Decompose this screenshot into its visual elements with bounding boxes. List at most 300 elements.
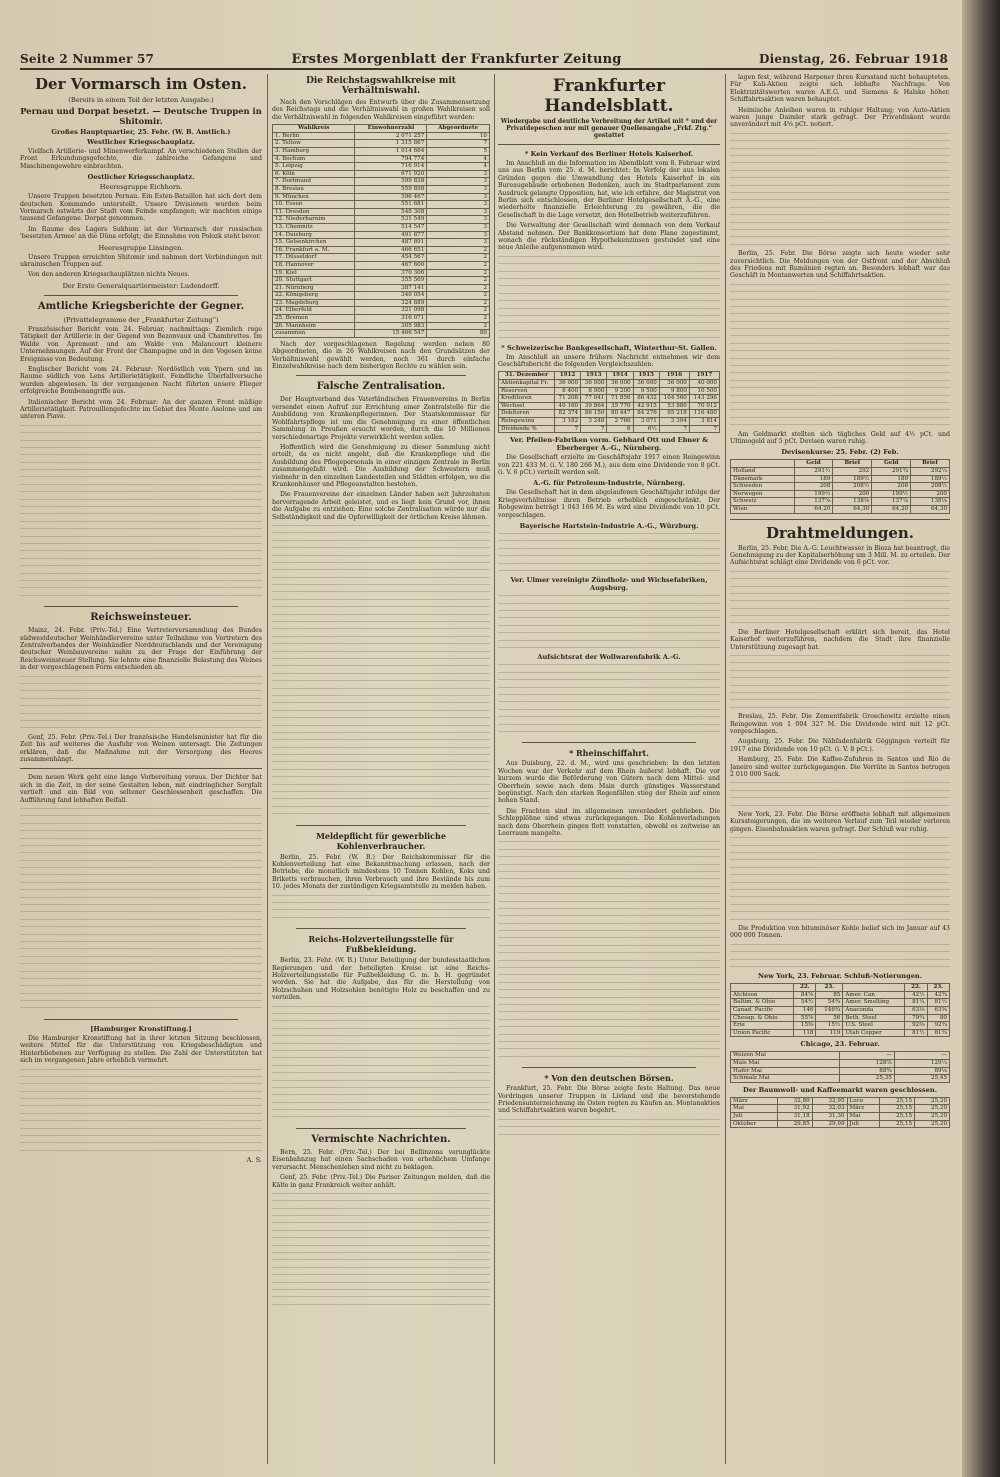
table-cell: 15½ bbox=[816, 1022, 843, 1030]
article-text: Berlin, 25. Febr. (W. B.) Der Reichskommissar für die Kohlenverteilung hat eine Bekanntmachung erlassen, nach der Betriebe, die monatlich mindestens 10 Tonnen Kohlen, Koks und Briketts verbrauchen, ihren Verbrauch und ihre Bestände bis zum 10. jedes Monats der zuständigen Kriegsamtstelle zu melden haben. bbox=[272, 853, 490, 891]
table-cell: 6½ bbox=[633, 425, 659, 433]
table-cell: 467 600 bbox=[355, 261, 427, 269]
table-cell: 15. Gelsenkirchen bbox=[273, 239, 355, 247]
table-cell: 14. Duisburg bbox=[273, 231, 355, 239]
table-cell: 2 bbox=[427, 322, 490, 330]
table-cell: 36 000 bbox=[659, 379, 689, 387]
table-cell: 36 000 bbox=[581, 379, 607, 387]
table-row bbox=[731, 1022, 950, 1030]
signature: A. S. bbox=[246, 1156, 262, 1165]
table-cell: 16. Frankfurt a. M. bbox=[273, 246, 355, 254]
article-text: Augsburg, 25. Febr. Die Nähfadenfabrik Göggingen verteilt für 1917 eine Dividende von 10 pCt. (i. V. 8 pCt.). bbox=[730, 738, 950, 753]
article-text: Die Gesellschaft hat in dem abgelaufenen Geschäftsjahr infolge der Kriegsverhältnisse ihren Betrieb erheblich eingeschränkt. Der Rohgewinn beträgt 1 043 166 M. Es wird eine Dividende von 10 pCt. vorgeschlagen. bbox=[498, 489, 720, 519]
page-header bbox=[20, 50, 948, 70]
article-text: Berlin, 23. Febr. (W. B.) Unter Beteiligung der bundesstaatlichen Regierungen und der beteiligten Kreise ist eine Reichs-Holzverteilungsstelle für Fußbekleidung G. m. b. H. gegründet worden. Sie hat die Aufgabe, das für die Herstellung von Holzschuhen und Holzsohlen benötigte Holz zu beschaffen und zu verteilen. bbox=[272, 957, 490, 1002]
table-header-cell bbox=[731, 460, 795, 468]
table-cell: 5. Leipzig bbox=[273, 163, 355, 171]
table-cell: 92⅜ bbox=[905, 1022, 927, 1030]
table-cell: 53 880 bbox=[659, 402, 689, 410]
table-row bbox=[731, 1105, 950, 1113]
table-cell: Schweden bbox=[731, 483, 795, 491]
table-cell: 81½ bbox=[927, 999, 949, 1007]
table-cell: 794 774 bbox=[355, 155, 427, 163]
table-header-cell: Geld bbox=[794, 460, 833, 468]
table-cell: Holland bbox=[731, 467, 795, 475]
table-cell: 42 915 bbox=[633, 402, 659, 410]
table-header-cell: Wahlkreis bbox=[273, 125, 355, 133]
table-cell: Juli bbox=[731, 1113, 778, 1121]
table-row bbox=[273, 208, 490, 216]
table-cell: Debitoren bbox=[499, 410, 555, 418]
table-cell: 340 054 bbox=[355, 292, 427, 300]
table-cell: 36 000 bbox=[554, 379, 580, 387]
table-cell: 138⅛ bbox=[911, 498, 950, 506]
table-cell: 387 141 bbox=[355, 284, 427, 292]
table-cell: 3 bbox=[427, 201, 490, 209]
table-cell: 71 856 bbox=[607, 395, 633, 403]
table-cell: 200 bbox=[833, 490, 872, 498]
table-row bbox=[731, 505, 950, 513]
table-row bbox=[273, 132, 490, 140]
table-cell: 2 bbox=[427, 246, 490, 254]
table-row bbox=[499, 417, 720, 425]
article-text: Im Raume des Lagers Sukhum ist der Vormarsch der russischen 'besetzten Armee' an die Düna erfolgt; die Einnahme von Polozk steht bevor. bbox=[20, 225, 262, 241]
table-cell: 5 bbox=[427, 148, 490, 156]
table-row bbox=[273, 239, 490, 247]
baumwoll-table bbox=[730, 1097, 950, 1128]
table-cell: 3 814 bbox=[689, 417, 719, 425]
table-cell: 119 bbox=[816, 1029, 843, 1037]
table-cell: 116 480 bbox=[689, 410, 719, 418]
headline-vormarsch: Der Vormarsch im Osten. bbox=[35, 75, 247, 93]
table-row bbox=[499, 395, 720, 403]
table-cell: 29,99 bbox=[812, 1120, 847, 1128]
article-text: Die Produktion von bituminöser Kohle belief sich im Januar auf 43 000 000 Tonnen. bbox=[730, 924, 950, 940]
column-rule bbox=[494, 74, 495, 1464]
table-cell: 13. Chemnitz bbox=[273, 223, 355, 231]
table-cell: 3 bbox=[427, 216, 490, 224]
article-text: Heimische Anleihen waren in ruhiger Haltung; von Auto-Aktien waren junge Daimler stark gefragt. Der Privatdiskont wurde unverändert mit 4⅝ pCt. notiert. bbox=[730, 106, 950, 129]
table-cell: 716 914 bbox=[355, 163, 427, 171]
table-cell: 316 071 bbox=[355, 315, 427, 323]
table-cell: 292¼ bbox=[911, 467, 950, 475]
divider bbox=[498, 144, 720, 145]
table-row bbox=[731, 490, 950, 498]
divider bbox=[296, 1128, 466, 1129]
table-cell: Norwegen bbox=[731, 490, 795, 498]
table-row bbox=[731, 1120, 950, 1128]
table-header-cell: 1912 bbox=[554, 372, 580, 380]
table-cell: 146¾ bbox=[816, 1007, 843, 1015]
table-cell: 189 bbox=[794, 475, 833, 483]
table-row bbox=[499, 379, 720, 387]
table-cell: 80 bbox=[427, 330, 490, 338]
table-cell: 10. Essen bbox=[273, 201, 355, 209]
article-text: Französischer Bericht vom 24. Februar, nachmittags: Ziemlich rege Tätigkeit der Artillerie in der Gegend von Bezonvaux und Chambrettes. Im Walde von Apremont und am Walde von Malancourt kleinere Unternehmungen. Auf der Front der Champagne und in den Vogesen keine Ereignisse von Bedeutung. bbox=[20, 325, 262, 363]
headline-wollwaren: Aufsichtsrat der Wollwarenfabrik A.-G. bbox=[537, 653, 681, 662]
article-text: Aus Duisburg, 22. d. M., wird uns geschrieben: In den letzten Wochen war der Verkehr auf dem Rhein äußerst lebhaft. Die vor kurzem wurde die Beförderung von Gütern nach dem Mittel- und Oberrhein sowie nach dem Main durch günstiges Wasserstand begünstigt. Nach den starken Regenfällen stieg der Rhein auf einen hohen Stand. bbox=[498, 760, 720, 805]
section-west: Westlicher Kriegsschauplatz. bbox=[87, 138, 195, 146]
table-cell: 40 160 bbox=[554, 402, 580, 410]
table-header-cell: 23. bbox=[927, 984, 949, 992]
table-header-cell: 1915 bbox=[633, 372, 659, 380]
table-cell: 85 bbox=[816, 991, 843, 999]
table-cell: 80 447 bbox=[607, 410, 633, 418]
table-cell: 4 bbox=[427, 155, 490, 163]
table-cell: 25,15 bbox=[880, 1105, 915, 1113]
table-cell: 2 bbox=[427, 307, 490, 315]
table-cell: 3 bbox=[427, 185, 490, 193]
table-cell: 491 877 bbox=[355, 231, 427, 239]
table-cell: 71 208 bbox=[554, 395, 580, 403]
table-row bbox=[273, 307, 490, 315]
table-cell: 80 bbox=[927, 1014, 949, 1022]
table-cell: 89⅛ bbox=[894, 1067, 949, 1075]
bank-table bbox=[498, 371, 720, 433]
table-cell: 6. Köln bbox=[273, 170, 355, 178]
article-text: Mainz, 24. Febr. (Priv.-Tel.) Eine Vertreterversammlung des Bundes südwestdeutscher Weinhändlervereine unter Teilnahme von Vertretern des Zentralverbandes der Weinhändler Norddeutschlands und der Vereinigung deutscher Weinbauvereine nahm zu der Frage der Einführung der Reichsweinsteuer Stellung. Sie lehnte eine finanzielle Belastung des Weines in der vorgeschlagenen Form entschieden ab. bbox=[20, 627, 262, 672]
table-row bbox=[731, 483, 950, 491]
table-cell: 32,95 bbox=[812, 1097, 847, 1105]
section-ost: Oestlicher Kriegsschauplatz. bbox=[87, 173, 195, 182]
table-cell: 11. Dresden bbox=[273, 208, 355, 216]
table-row bbox=[731, 498, 950, 506]
headline-wahlkreise: Die Reichstagswahlkreise mit Verhältniswahl. bbox=[306, 76, 456, 96]
table-cell: Wechsel bbox=[499, 402, 555, 410]
article-text: Hoffentlich wird die Genehmigung zu dieser Sammlung nicht erteilt, da es nicht angeht, daß die Krankenpflege und die Ausbildung des Pflegepersonals in einer einzigen Zentrale in Berlin zusammengefaßt wird. Die Ausbildung der Schwestern muß vielmehr in den einzelnen Landesteilen und Städten erfolgen, wo die Krankenhäuser und Pflegeanstalten bestehen. bbox=[272, 443, 490, 488]
table-row bbox=[731, 1067, 950, 1075]
table-cell: 199½ bbox=[794, 490, 833, 498]
table-header-cell: Brief bbox=[833, 460, 872, 468]
table-cell: 2 bbox=[427, 299, 490, 307]
table-cell: 3 071 bbox=[633, 417, 659, 425]
table-cell: 42½ bbox=[905, 991, 927, 999]
table-row bbox=[731, 1075, 950, 1083]
table-header-cell: Geld bbox=[872, 460, 911, 468]
headline-bankgesellschaft: * Schweizerische Bankgesellschaft, Winterthur-St. Gallen. bbox=[501, 343, 717, 352]
headline-hartstein: Bayerische Hartstein-Industrie A.-G., Würzburg. bbox=[519, 521, 699, 530]
table-cell: Juli bbox=[847, 1120, 880, 1128]
article-text: Berlin, 25. Febr. Die A.-G. Leuchtwasser in Bieza hat beantragt, die Genehmigung zu der Kapitalserhöhung um 3 Mill. M. zu erteilen. Der Aufsichtsrat schlägt eine Dividende von 6 pCt. vor. bbox=[730, 544, 950, 567]
article-text: Vielfach Artillerie- und Minenwerferkampf. An verschiedenen Stellen der Front Erkundungsgefechte, die zahlreiche Gefangene und Maschinengewehre einbrachten. bbox=[20, 148, 262, 170]
table-cell: 29,85 bbox=[777, 1120, 812, 1128]
table-row bbox=[731, 475, 950, 483]
table-cell: 189 bbox=[872, 475, 911, 483]
table-row bbox=[499, 410, 720, 418]
table-row bbox=[273, 277, 490, 285]
article-text: Breslau, 25. Febr. Die Zementfabrik Groschowitz erzielte einen Reingewinn von 1 004 327 M. Die Dividende wird mit 12 pCt. vorgeschlagen. bbox=[730, 713, 950, 735]
article-text: New York, 23. Febr. Die Börse eröffnete lebhaft mit allgemeinen Kurssteigerungen, die im weiteren Verlauf zum Teil wieder verloren gingen. Eisenbahnaktien waren gefragt. Der Schluß war ruhig. bbox=[730, 811, 950, 833]
headline-boersen: * Von den deutschen Börsen. bbox=[544, 1073, 674, 1084]
column-rule bbox=[725, 74, 726, 1464]
article-text: Unsere Truppen erreichten Shitomir und nahmen dort Verbindungen mit ukrainischen Truppen auf. bbox=[20, 253, 262, 269]
headline-reichsweinsteuer: Reichsweinsteuer. bbox=[90, 612, 192, 624]
table-cell: 25,35 bbox=[839, 1075, 894, 1083]
table-cell: 7 bbox=[659, 425, 689, 433]
table-header-cell: 1913 bbox=[581, 372, 607, 380]
divider bbox=[296, 825, 466, 826]
table-row bbox=[273, 170, 490, 178]
table-cell: Mais Mai bbox=[731, 1060, 840, 1068]
table-cell: 559 898 bbox=[355, 185, 427, 193]
section-heeresgruppe: Heeresgruppe Linsingen. bbox=[98, 243, 184, 252]
table-cell: 514 547 bbox=[355, 223, 427, 231]
table-cell: 25,20 bbox=[915, 1113, 950, 1121]
table-cell: 355 569 bbox=[355, 277, 427, 285]
table-row bbox=[731, 467, 950, 475]
article-text: Italienischer Bericht vom 24. Februar: An der ganzen Front mäßige Artillerietätigkeit. Patrouillengefechte im Gebiet des Monte Asolone und am unteren Piave. bbox=[20, 398, 262, 421]
table-header-cell: 1914 bbox=[607, 372, 633, 380]
table-cell: Canad. Pacific bbox=[731, 1007, 794, 1015]
table-cell: 1 315 867 bbox=[355, 140, 427, 148]
table-cell: Dänemark bbox=[731, 475, 795, 483]
table-cell: Loco bbox=[847, 1097, 880, 1105]
table-cell: 84 276 bbox=[633, 410, 659, 418]
table-cell: 7. Dortmund bbox=[273, 178, 355, 186]
table-header-cell: Abgeordnete bbox=[427, 125, 490, 133]
table-cell: Utah Copper bbox=[843, 1029, 905, 1037]
table-cell: 2 bbox=[427, 254, 490, 262]
article-text: Genf, 25. Febr. (Priv.-Tel.) Die Pariser Zeitungen melden, daß die Kälte in ganz Frankreich weiter anhält. bbox=[272, 1174, 490, 1189]
table-row bbox=[273, 148, 490, 156]
chicago-title: Chicago, 23. Februar. bbox=[800, 1040, 880, 1049]
table-cell: 19. Kiel bbox=[273, 269, 355, 277]
table-cell: Erie bbox=[731, 1022, 794, 1030]
divider bbox=[730, 519, 950, 520]
newyork-table bbox=[730, 983, 950, 1037]
table-header-cell: 1917 bbox=[689, 372, 719, 380]
table-cell: 21. Nürnberg bbox=[273, 284, 355, 292]
table-cell: 25,20 bbox=[915, 1097, 950, 1105]
table-cell: 531 549 bbox=[355, 216, 427, 224]
table-cell: 454 567 bbox=[355, 254, 427, 262]
table-cell: 31,92 bbox=[777, 1105, 812, 1113]
table-cell: 82 374 bbox=[554, 410, 580, 418]
table-cell: 9 200 bbox=[607, 387, 633, 395]
table-cell: 32,80 bbox=[777, 1097, 812, 1105]
table-row bbox=[273, 284, 490, 292]
table-cell: 84⅞ bbox=[794, 991, 816, 999]
table-cell: 64,30 bbox=[833, 505, 872, 513]
table-row bbox=[273, 269, 490, 277]
table-row bbox=[273, 140, 490, 148]
table-cell: März bbox=[731, 1097, 778, 1105]
table-cell: 189½ bbox=[833, 475, 872, 483]
table-row bbox=[499, 425, 720, 433]
headline-kohlenverbraucher: Meldepflicht für gewerbliche Kohlenverbraucher. bbox=[316, 830, 446, 851]
table-cell: Reingewinn bbox=[499, 417, 555, 425]
table-cell: 18. Hannover bbox=[273, 261, 355, 269]
table-cell: 63⅜ bbox=[927, 1007, 949, 1015]
table-cell: 2 766 bbox=[607, 417, 633, 425]
table-row bbox=[499, 402, 720, 410]
table-cell: 3 bbox=[427, 239, 490, 247]
headline-rheinschiffahrt: * Rheinschiffahrt. bbox=[569, 748, 649, 759]
table-cell: Chesap. & Ohio bbox=[731, 1014, 794, 1022]
wahlkreise-table bbox=[272, 124, 490, 338]
table-row bbox=[731, 1097, 950, 1105]
article-text: Frankfurt, 25. Febr. Die Börse zeigte feste Haltung. Das neue Vordringen unserer Truppen in Livland und die bevorstehende Friedensunterzeichnung im Osten regten zu Käufen an. Montanaktien und Schiffahrtsaktien waren begehrt. bbox=[498, 1085, 720, 1115]
table-cell: Weizen Mai bbox=[731, 1052, 840, 1060]
table-cell: Dividende % bbox=[499, 425, 555, 433]
table-cell: 4. Bochum bbox=[273, 155, 355, 163]
table-cell: 35 770 bbox=[607, 402, 633, 410]
column-1 bbox=[20, 74, 262, 1464]
devisen-table bbox=[730, 459, 950, 513]
table-row bbox=[731, 1113, 950, 1121]
headline-drahtmeldungen: Drahtmeldungen. bbox=[765, 523, 915, 542]
article-text: Unsere Truppen besetzten Pernau. Ein Esten-Bataillon hat sich dort dem deutschen Kommando unterstellt. Unsere Divisionen wurden beim Vormarsch ostwärts der Stadt vom Feinde empfangen; wir machten einige tausend Gefangene. Dorpat genommen. bbox=[20, 193, 262, 223]
table-cell: 7 bbox=[427, 140, 490, 148]
table-cell: Beth. Steel bbox=[843, 1014, 905, 1022]
page-number: Seite 2 Nummer 57 bbox=[20, 52, 155, 66]
headline-vermischtes: Vermischte Nachrichten. bbox=[311, 1133, 451, 1145]
table-row bbox=[499, 387, 720, 395]
table-row bbox=[273, 193, 490, 201]
headline-kriegsberichte: Amtliche Kriegsberichte der Gegner. bbox=[37, 300, 245, 312]
table-cell: Schweiz bbox=[731, 498, 795, 506]
table-cell: zusammen bbox=[273, 330, 355, 338]
table-cell: 291½ bbox=[794, 467, 833, 475]
table-cell: 2 bbox=[427, 315, 490, 323]
table-cell: 3 bbox=[427, 178, 490, 186]
headline-note: (Privattelegramme der „Frankfurter Zeitung“) bbox=[63, 315, 219, 324]
table-header-cell: 31. Dezember bbox=[499, 372, 555, 380]
article-text: Die Berliner Hotelgesellschaft erklärt sich bereit, das Hotel Kaiserhof weiterzuführen, nachdem die Stadt ihre finanzielle Unterstützung zugesagt hat. bbox=[730, 628, 950, 651]
divider bbox=[44, 606, 238, 607]
table-cell: Reserven bbox=[499, 387, 555, 395]
table-cell: 1. Berlin bbox=[273, 132, 355, 140]
headline-note: (Bereits in einem Teil der letzten Ausgabe.) bbox=[68, 96, 214, 104]
table-cell: 291¾ bbox=[872, 467, 911, 475]
table-row bbox=[273, 292, 490, 300]
ny-title: New York, 23. Februar. Schluß-Notierungen. bbox=[758, 972, 922, 981]
divider bbox=[44, 295, 238, 296]
table-cell: 137⅞ bbox=[794, 498, 833, 506]
table-cell: 551 681 bbox=[355, 201, 427, 209]
table-cell: Wien bbox=[731, 505, 795, 513]
headline-kaiserhof: * Kein Verkauf des Berliner Hotels Kaiserhof. bbox=[524, 150, 694, 158]
table-cell: 3 bbox=[427, 170, 490, 178]
headline-zuendholz: Ver. Ulmer vereinigte Zündholz- und Wichsefabriken, Augsburg. bbox=[510, 576, 708, 593]
table-row bbox=[731, 1007, 950, 1015]
table-cell: 2 071 257 bbox=[355, 132, 427, 140]
table-cell: 25,45 bbox=[894, 1075, 949, 1083]
article-text: Genf, 25. Febr. (Priv.-Tel.) Der französische Handelsminister hat für die Zeit bis auf weiteres die Ausfuhr von Weinen untersagt. Die Zeitungen erklären, daß die Maßnahme mit der Versorgung des Heeres zusammenhängt. bbox=[20, 733, 262, 763]
table-row bbox=[731, 999, 950, 1007]
table-cell: 95 218 bbox=[659, 410, 689, 418]
table-cell: 54¾ bbox=[816, 999, 843, 1007]
table-cell: 8. Breslau bbox=[273, 185, 355, 193]
table-cell: U.S. Steel bbox=[843, 1022, 905, 1030]
table-cell: 1 014 664 bbox=[355, 148, 427, 156]
article-text: Die Frauenvereine der einzelnen Länder haben seit Jahrzehnten hervorragende Arbeit geleistet, und es liegt kein Grund vor, ihnen die Aufgabe zu entziehen. Eine solche Zentralisation würde nur die Selbständigkeit und die Opferwilligkeit der örtlichen Kreise lähmen. bbox=[272, 491, 490, 521]
table-cell: Baltim. & Ohio bbox=[731, 999, 794, 1007]
table-cell: 36 000 bbox=[633, 379, 659, 387]
table-cell: 86 432 bbox=[633, 395, 659, 403]
column-4 bbox=[730, 74, 950, 1464]
book-spine-shadow bbox=[962, 0, 1000, 1477]
table-cell: Anaconda bbox=[843, 1007, 905, 1015]
table-cell: 143 296 bbox=[689, 395, 719, 403]
table-cell: 79¾ bbox=[905, 1014, 927, 1022]
article-text: Berlin, 25. Febr. Die Börse zeigte sich heute wieder sehr zuversichtlich. Die Meldungen von der Ostfront und der Abschluß des Friedens mit Rumänien regten an. Besonders lebhaft war das Geschäft in Montanwerten und Schiffahrtsaktien. bbox=[730, 250, 950, 280]
table-cell: 26. Mannheim bbox=[273, 322, 355, 330]
table-cell: 39 864 bbox=[581, 402, 607, 410]
table-cell: 7 bbox=[581, 425, 607, 433]
table-cell: — bbox=[839, 1052, 894, 1060]
divider bbox=[296, 375, 466, 376]
table-row bbox=[273, 185, 490, 193]
table-header-cell: 23. bbox=[816, 984, 843, 992]
table-row bbox=[273, 261, 490, 269]
table-row bbox=[273, 330, 490, 338]
table-cell: 56 bbox=[816, 1014, 843, 1022]
table-row bbox=[273, 178, 490, 186]
column-2 bbox=[272, 74, 490, 1464]
section-title-handelsblatt: Frankfurter Handelsblatt. bbox=[544, 76, 674, 116]
headline-pfeilenfabriken: Ver. Pfeilen-Fabriken vorm. Gebhard Ott und Ebner & Eberberger A.-G., Nürnberg. bbox=[509, 436, 709, 453]
table-cell: 6 bbox=[607, 425, 633, 433]
table-cell: 10 bbox=[427, 132, 490, 140]
table-cell: 64,30 bbox=[911, 505, 950, 513]
headline-kronstiftung: [Hamburger Kronstiftung.] bbox=[90, 1024, 192, 1033]
table-cell: 208 bbox=[794, 483, 833, 491]
table-cell: Kreditoren bbox=[499, 395, 555, 403]
table-cell: 3 bbox=[427, 208, 490, 216]
table-cell: — bbox=[894, 1052, 949, 1060]
table-cell: 22. Königsberg bbox=[273, 292, 355, 300]
table-cell: 7 bbox=[554, 425, 580, 433]
table-cell: 7 bbox=[689, 425, 719, 433]
table-row bbox=[731, 1060, 950, 1068]
table-cell: Oktober bbox=[731, 1120, 778, 1128]
table-cell: 370 306 bbox=[355, 269, 427, 277]
column-rule bbox=[267, 74, 268, 1464]
table-row bbox=[273, 322, 490, 330]
table-cell: 548 308 bbox=[355, 208, 427, 216]
newspaper-title: Erstes Morgenblatt der Frankfurter Zeitung bbox=[291, 51, 622, 67]
table-row bbox=[273, 216, 490, 224]
table-header-cell: 1916 bbox=[659, 372, 689, 380]
table-row bbox=[273, 201, 490, 209]
table-cell: 3 248 bbox=[581, 417, 607, 425]
table-cell: 324 889 bbox=[355, 299, 427, 307]
table-row bbox=[273, 299, 490, 307]
table-cell: März bbox=[847, 1105, 880, 1113]
page-date: Dienstag, 26. Februar 1918 bbox=[758, 52, 948, 66]
table-header-cell bbox=[731, 984, 794, 992]
table-row bbox=[273, 315, 490, 323]
article-text: Nach den Vorschlägen des Entwurfs über die Zusammensetzung des Reichstags und die Verhältniswahl in großen Wahlkreisen soll die Verhältniswahl in folgenden Wahlkreisen eingeführt werden: bbox=[272, 99, 490, 121]
dateline-hauptquartier: Großes Hauptquartier, 25. Febr. (W. B. Amtlich.) bbox=[51, 128, 231, 136]
table-cell: 12. Niederbarnim bbox=[273, 216, 355, 224]
table-cell: 81¼ bbox=[905, 999, 927, 1007]
table-cell: 23. Magdeburg bbox=[273, 299, 355, 307]
table-cell: 25,20 bbox=[915, 1120, 950, 1128]
table-cell: 487 891 bbox=[355, 239, 427, 247]
baumwoll-title: Der Baumwoll- und Kaffeemarkt waren geschlossen. bbox=[743, 1085, 937, 1094]
table-row bbox=[731, 1029, 950, 1037]
feuilleton-text: Dem neuen Werk geht eine lange Vorbereitung voraus. Der Dichter hat sich in die Zeit, in der seine Gestalten leben, mit eindringlicher Sorgfalt vertieft und ein Bild von seltener Geschlossenheit geschaffen. Die Aufführung fand lebhaften Beifall. bbox=[20, 774, 262, 804]
table-row bbox=[731, 1052, 950, 1060]
table-row bbox=[731, 991, 950, 999]
table-row bbox=[273, 254, 490, 262]
article-text: Am Geldmarkt stellten sich tägliches Geld auf 4½ pCt. und Ultimogeld auf 5 pCt. Devisen waren ruhig. bbox=[730, 430, 950, 445]
table-cell: Hafer Mai bbox=[731, 1067, 840, 1075]
table-header-cell: Brief bbox=[911, 460, 950, 468]
table-cell: 86 150 bbox=[581, 410, 607, 418]
